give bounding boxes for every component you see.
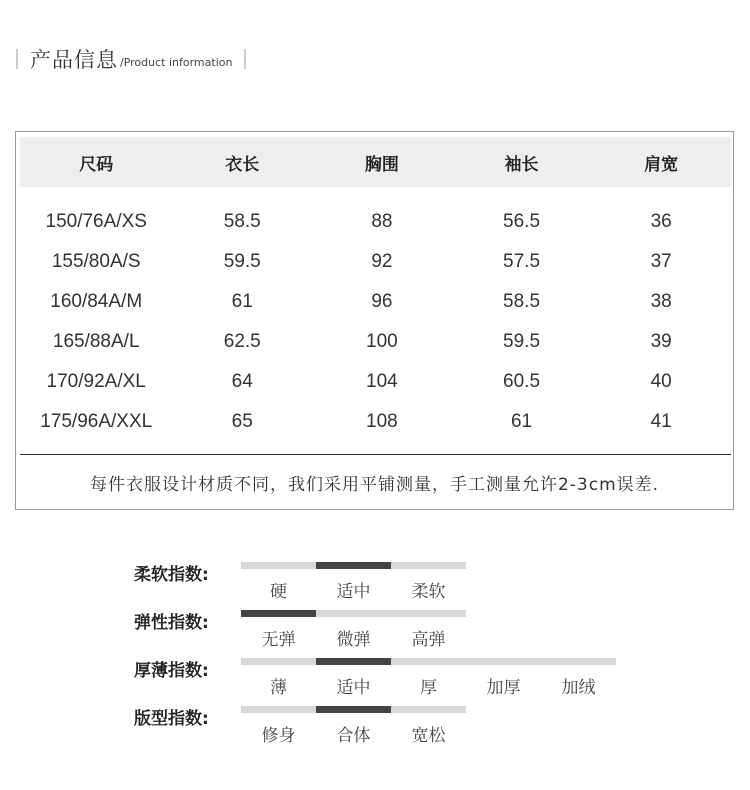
table-cell: 108 [366, 411, 398, 432]
scale-segment [241, 658, 316, 665]
table-cell: 160/84A/M [50, 291, 143, 312]
size-chart [15, 131, 734, 510]
index-options [241, 577, 466, 602]
index-option-label: 薄 [270, 678, 287, 698]
table-cell: 56.5 [503, 211, 541, 232]
index-option-label: 厚 [420, 678, 437, 698]
index-row [0, 603, 750, 651]
table-cell: 150/76A/XS [45, 211, 147, 232]
table-cell: 59.5 [503, 331, 541, 352]
table-cell: 100 [366, 331, 398, 352]
index-option-label: 硬 [270, 582, 287, 602]
table-cell: 88 [371, 211, 393, 232]
header-right-bar [244, 49, 246, 69]
table-cell: 92 [371, 251, 393, 272]
section-header [16, 44, 246, 74]
table-cell: 59.5 [223, 251, 261, 272]
table-cell: 58.5 [503, 291, 541, 312]
size-table-body [20, 202, 731, 442]
table-cell: 37 [650, 251, 672, 272]
column-header: 胸围 [364, 154, 399, 175]
table-cell: 165/88A/L [52, 331, 140, 352]
index-options [241, 721, 466, 746]
table-cell: 64 [231, 371, 253, 392]
index-scale-bar [241, 706, 466, 713]
scale-segment [241, 706, 316, 713]
scale-segment [541, 658, 616, 665]
index-scale-bar [241, 610, 466, 617]
index-option-label: 加绒 [561, 678, 596, 698]
table-cell: 61 [231, 291, 253, 312]
index-option-label: 高弹 [411, 630, 446, 650]
table-cell: 38 [650, 291, 672, 312]
table-cell: 170/92A/XL [46, 371, 146, 392]
table-cell: 57.5 [503, 251, 541, 272]
scale-segment-selected [241, 610, 316, 617]
table-cell: 104 [366, 371, 398, 392]
table-row [20, 282, 731, 322]
index-option-label: 柔软 [411, 582, 446, 602]
table-cell: 175/96A/XXL [40, 411, 153, 432]
index-option-label: 修身 [261, 726, 296, 746]
header-left-bar [16, 49, 18, 69]
index-option-label: 加厚 [486, 678, 521, 698]
column-header: 衣长 [225, 154, 260, 175]
scale-segment [391, 610, 466, 617]
index-options [241, 625, 466, 650]
table-cell: 155/80A/S [51, 251, 141, 272]
index-label: 柔软指数: [134, 565, 209, 585]
table-row [20, 402, 731, 442]
index-option-label: 宽松 [411, 726, 446, 746]
table-cell: 65 [231, 411, 253, 432]
scale-segment [391, 706, 466, 713]
table-cell: 39 [650, 331, 672, 352]
index-option-label: 合体 [336, 726, 371, 746]
table-cell: 96 [371, 291, 393, 312]
measurement-note: 每件衣服设计材质不同，我们采用平铺测量，手工测量允许2-3cm误差. [89, 475, 660, 495]
section-title: 产品信息 [30, 48, 118, 72]
scale-segment [316, 610, 391, 617]
index-scale-bar [241, 658, 616, 665]
size-table-header [20, 137, 731, 187]
column-header: 袖长 [504, 154, 539, 175]
index-row [0, 651, 750, 699]
table-cell: 61 [510, 411, 533, 432]
scale-segment-selected [316, 562, 391, 569]
index-row [0, 555, 750, 603]
table-cell: 40 [650, 371, 672, 392]
column-header: 肩宽 [644, 154, 679, 175]
column-header: 尺码 [79, 154, 114, 175]
scale-segment-selected [316, 706, 391, 713]
table-row [20, 242, 731, 282]
index-label: 厚薄指数: [134, 661, 209, 681]
scale-segment [466, 658, 541, 665]
index-option-label: 适中 [336, 582, 371, 602]
table-divider [20, 454, 731, 455]
table-cell: 62.5 [223, 331, 261, 352]
table-cell: 60.5 [503, 371, 541, 392]
index-scale-bar [241, 562, 466, 569]
index-label: 版型指数: [134, 709, 209, 729]
table-row [20, 202, 731, 242]
table-cell: 58.5 [223, 211, 261, 232]
index-option-label: 无弹 [261, 630, 296, 650]
index-option-label: 适中 [336, 678, 371, 698]
section-subtitle: /Product information [120, 55, 233, 69]
table-row [20, 362, 731, 402]
table-cell: 36 [650, 211, 672, 232]
scale-segment-selected [316, 658, 391, 665]
index-label: 弹性指数: [134, 613, 209, 633]
index-option-label: 微弹 [336, 630, 371, 650]
scale-segment [391, 562, 466, 569]
index-row [0, 699, 750, 747]
table-cell: 41 [650, 411, 672, 432]
table-row [20, 322, 731, 362]
scale-segment [241, 562, 316, 569]
scale-segment [391, 658, 466, 665]
index-options [241, 673, 616, 698]
